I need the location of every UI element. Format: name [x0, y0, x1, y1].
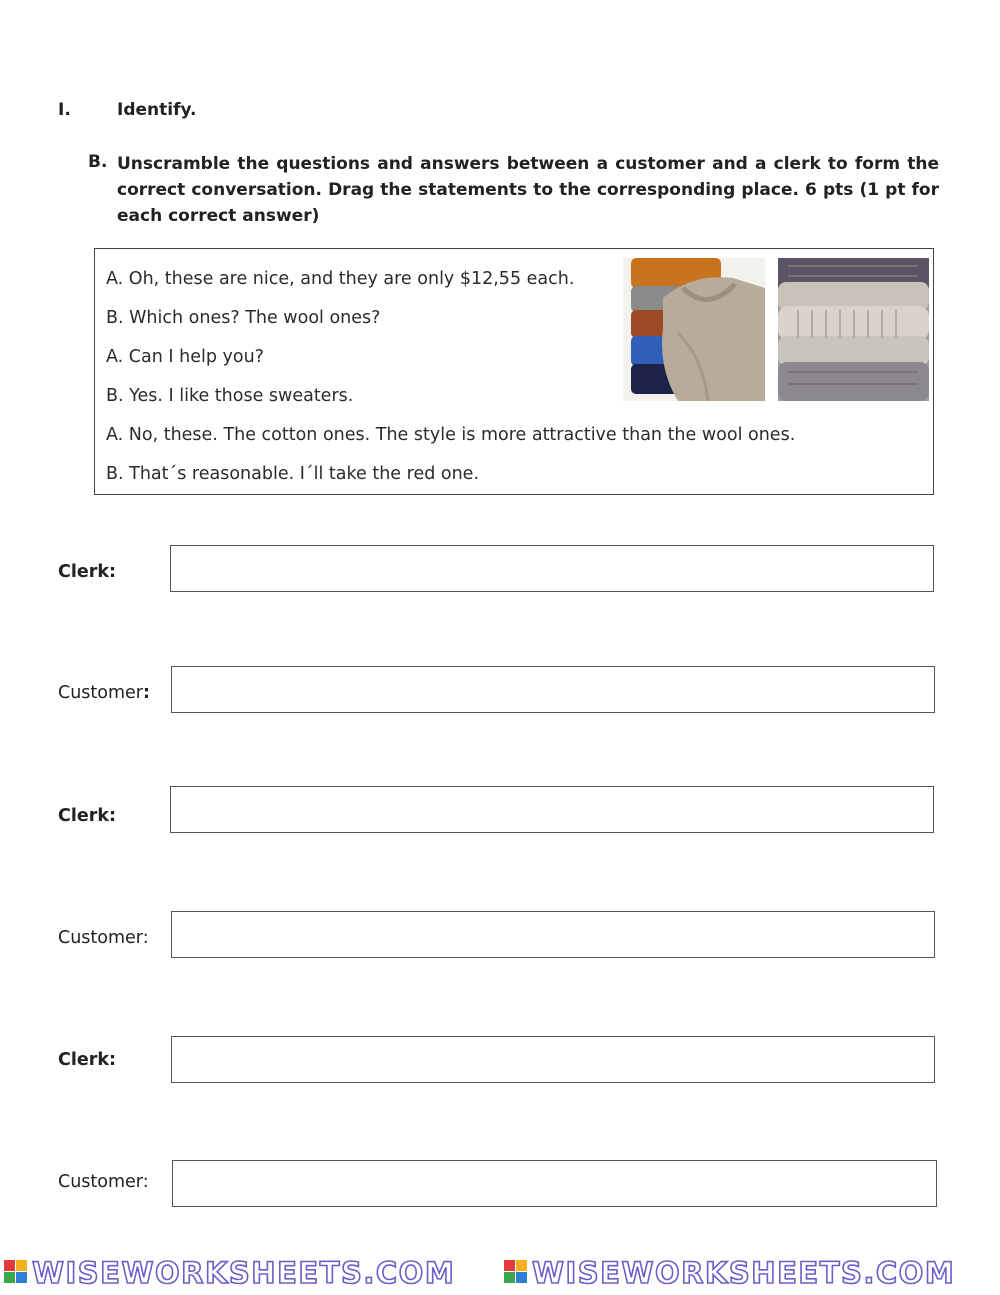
- draggable-statement[interactable]: A. Oh, these are nice, and they are only $12,55 each.: [106, 269, 575, 289]
- subsection-letter: B.: [88, 152, 108, 172]
- svg-text:WISEWORKSHEETS.COM: WISEWORKSHEETS.COM: [32, 1256, 456, 1290]
- answer-drop-zone[interactable]: [171, 1036, 935, 1083]
- answer-drop-zone[interactable]: [170, 786, 934, 833]
- answer-drop-zone[interactable]: [171, 666, 935, 713]
- colored-sweaters-image: [623, 258, 765, 401]
- section-number: I.: [58, 100, 71, 120]
- answer-drop-zone[interactable]: [172, 1160, 937, 1207]
- clerk-label: Clerk:: [58, 562, 116, 582]
- knit-sweaters-image: [778, 258, 929, 401]
- clerk-label: Clerk:: [58, 1050, 116, 1070]
- footer-watermark: [0, 1250, 1000, 1291]
- customer-label: Customer:: [58, 1172, 149, 1192]
- watermark-logo-icon: [4, 1260, 27, 1283]
- draggable-statement[interactable]: B. Which ones? The wool ones?: [106, 308, 381, 328]
- answer-drop-zone[interactable]: [171, 911, 935, 958]
- instructions-text: Unscramble the questions and answers between a customer and a clerk to form the correct conversation. Drag the statements to the corresponding place. 6 pts (1 pt for each correct answer): [117, 154, 939, 226]
- draggable-statement[interactable]: A. Can I help you?: [106, 347, 264, 367]
- draggable-statement[interactable]: B. That´s reasonable. I´ll take the red one.: [106, 464, 480, 484]
- svg-text:WISEWORKSHEETS.COM: WISEWORKSHEETS.COM: [532, 1256, 956, 1290]
- section-title: Identify.: [117, 100, 197, 120]
- clerk-label: Clerk:: [58, 806, 116, 826]
- watermark-logo-icon: [504, 1260, 527, 1283]
- customer-label: Customer:: [58, 683, 151, 703]
- customer-label: Customer:: [58, 928, 149, 948]
- draggable-statement[interactable]: A. No, these. The cotton ones. The style is more attractive than the wool ones.: [106, 425, 796, 445]
- answer-drop-zone[interactable]: [170, 545, 934, 592]
- draggable-statement[interactable]: B. Yes. I like those sweaters.: [106, 386, 354, 406]
